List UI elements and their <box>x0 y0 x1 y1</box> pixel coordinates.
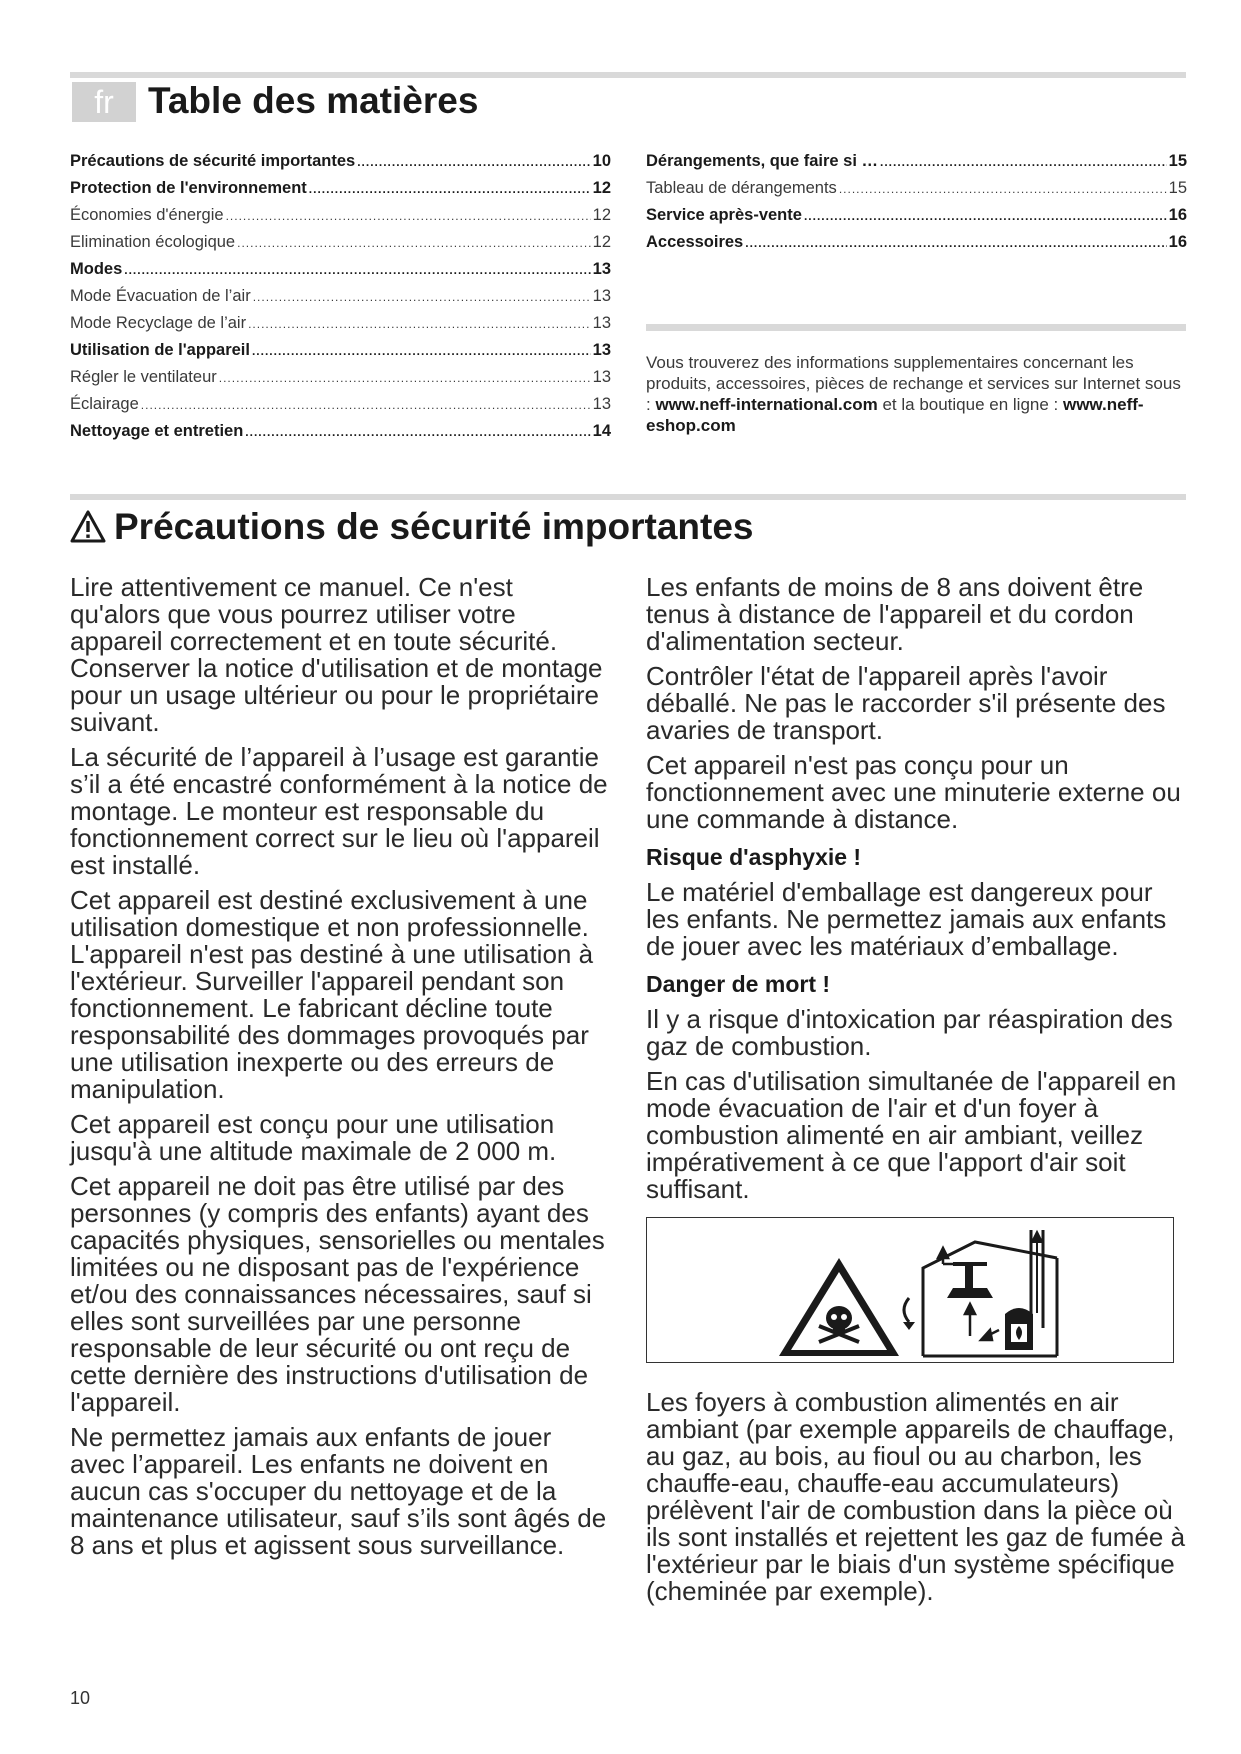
toc-leader-dots <box>248 317 591 331</box>
paragraph: Cet appareil est destiné exclusivement à une utilisation domestique et non professionnelle. L'appareil n'est pas destiné à une utilisation à l'extérieur. Surveiller l'appareil pendant son fonctionnement. Le fabricant décline toute responsabilité des dommages provoqués par une utilisation inexperte ou des erreurs de manipulation. <box>70 885 594 1104</box>
online-info <box>646 352 1186 436</box>
combustion-diagram <box>647 1218 1173 1362</box>
toc-entry-page: 12 <box>592 206 611 224</box>
toc-entry-title: Accessoires <box>646 233 744 251</box>
toxic-warning-triangle-icon <box>779 1258 899 1356</box>
left-text-column <box>70 574 610 1567</box>
paragraph: Les foyers à combustion alimentés en air ambiant (par exemple appareils de chauffage, au gaz, au bois, au fioul ou au charbon, les chauffe-eau, chauffe-eau accumulateurs) prélèvent l'air de combustion dans la pièce où ils sont installés et rejettent les gaz de fumée à l'extérieur par le biais d'un système spécifique (cheminée par exemple). <box>646 1387 1186 1606</box>
toc-leader-dots <box>745 236 1166 250</box>
toc-leader-dots <box>357 155 590 169</box>
toc-left-column <box>70 152 611 449</box>
paragraph: Cet appareil est conçu pour une utilisation jusqu'à une altitude maximale de 2 000 m. <box>70 1109 557 1166</box>
toc-entry[interactable] <box>70 395 611 422</box>
toc-leader-dots <box>309 182 591 196</box>
language-tag: fr <box>72 82 136 122</box>
hood-icon <box>947 1262 993 1298</box>
toc-entry-page: 14 <box>592 422 611 440</box>
toc-entry-title: Nettoyage et entretien <box>70 422 244 440</box>
toc-entry-title: Utilisation de l'appareil <box>70 341 250 359</box>
toc-entry[interactable] <box>70 341 611 368</box>
toc-entry[interactable] <box>70 287 611 314</box>
toc-entry[interactable] <box>70 233 611 260</box>
toc-entry[interactable] <box>70 368 611 395</box>
warning-triangle-icon <box>70 509 106 545</box>
toc-right-column <box>646 152 1187 260</box>
toc-entry-page: 16 <box>1168 206 1187 224</box>
paragraph: La sécurité de l’appareil à l’usage est garantie s’il a été encastré conformément à la notice de montage. Le monteur est responsable du fonctionnement correct sur le lieu où l'appareil est installé. <box>70 742 608 880</box>
paragraph: Contrôler l'état de l'appareil après l'avoir déballé. Ne pas le raccorder s'il présente des avaries de transport. <box>646 661 1166 745</box>
toc-entry[interactable] <box>70 152 611 179</box>
toc-entry-page: 13 <box>592 314 611 332</box>
paragraph: Le matériel d'emballage est dangereux pour les enfants. Ne permettez jamais aux enfants de jouer avec les matériaux d’emballage. <box>646 877 1167 961</box>
toc-leader-dots <box>252 344 591 358</box>
toc-entry[interactable] <box>70 314 611 341</box>
paragraph: Ne permettez jamais aux enfants de jouer avec l’appareil. Les enfants ne doivent en aucun cas s'occuper du nettoyage et de la maintenance utilisateur, sauf s’ils sont âgés de 8 ans et plus et agissent sous surveillance. <box>70 1422 607 1560</box>
toc-leader-dots <box>226 209 591 223</box>
toc-leader-dots <box>219 371 591 385</box>
asphyxia-heading: Risque d'asphyxie ! <box>646 844 862 870</box>
section-rule <box>70 494 1186 500</box>
paragraph: Les enfants de moins de 8 ans doivent être tenus à distance de l'appareil et du cordon d'alimentation secteur. <box>646 572 1144 656</box>
air-flow-arrow <box>904 1298 909 1322</box>
toc-entry[interactable] <box>70 260 611 287</box>
toc-entry-title: Mode Évacuation de l’air <box>70 287 251 305</box>
right-text-column <box>646 574 1186 1613</box>
toc-entry-title: Elimination écologique <box>70 233 236 251</box>
toc-entry-title: Éclairage <box>70 395 139 413</box>
toc-entry[interactable] <box>70 179 611 206</box>
toc-entry[interactable] <box>70 422 611 449</box>
toc-leader-dots <box>880 155 1167 169</box>
toc-entry-page: 15 <box>1168 152 1187 170</box>
toc-entry-title: Mode Recyclage de l’air <box>70 314 247 332</box>
info-rule <box>646 324 1186 331</box>
eshop-link[interactable]: www.neff-eshop.com <box>646 395 1144 435</box>
toc-entry-title: Service après-vente <box>646 206 802 224</box>
stove-intake-arrow <box>981 1330 999 1340</box>
danger-heading: Danger de mort ! <box>646 971 831 997</box>
section-title <box>70 502 753 552</box>
paragraph: Cet appareil ne doit pas être utilisé par des personnes (y compris des enfants) ayant des capacités physiques, sensorielles ou mentales limitées ou ne disposant pas de l'expérience et/ou des connaissances nécessaires, sauf si elles sont surveillées par une personne responsable de leur sécurité ou ont reçu de cette dernière des instructions d'utilisation de l'appareil. <box>70 1171 605 1417</box>
toc-entry-title: Dérangements, que faire si … <box>646 152 878 170</box>
toc-leader-dots <box>237 236 591 250</box>
info-text-1: Vous trouverez des informations supplementaires concernant les produits, accessoires, pièces de rechange et services sur Internet sous : <box>646 353 1181 414</box>
toc-leader-dots <box>253 290 591 304</box>
paragraph: Il y a risque d'intoxication par réaspiration des gaz de combustion. <box>646 1004 1173 1061</box>
toc-entry[interactable] <box>646 233 1187 260</box>
toc-entry-page: 12 <box>592 179 611 197</box>
toc-entry-page: 13 <box>592 341 611 359</box>
toc-entry-title: Régler le ventilateur <box>70 368 217 386</box>
international-link[interactable]: www.neff-international.com <box>655 395 878 414</box>
toc-entry[interactable] <box>70 206 611 233</box>
toc-entry-title: Précautions de sécurité importantes <box>70 152 356 170</box>
toc-title: Table des matières <box>148 80 479 121</box>
toc-entry[interactable] <box>646 206 1187 233</box>
toc-entry-page: 13 <box>592 368 611 386</box>
toc-entry-page: 12 <box>592 233 611 251</box>
toc-entry[interactable] <box>646 179 1187 206</box>
toc-entry-page: 16 <box>1168 233 1187 251</box>
toc-entry-page: 13 <box>592 395 611 413</box>
toc-entry-title: Économies d'énergie <box>70 206 224 224</box>
toc-entry[interactable] <box>646 152 1187 179</box>
page-number: 10 <box>70 1688 91 1708</box>
toc-entry-title: Protection de l'environnement <box>70 179 307 197</box>
toc-leader-dots <box>839 182 1167 196</box>
section-title-text: Précautions de sécurité importantes <box>114 506 754 547</box>
chimney-arrows <box>1032 1232 1042 1313</box>
info-text-2: et la boutique en ligne : <box>877 395 1063 414</box>
toc-entry-page: 10 <box>592 152 611 170</box>
toc-leader-dots <box>124 263 590 277</box>
air-intake-arrow <box>965 1304 975 1336</box>
paragraph: Lire attentivement ce manuel. Ce n'est qu'alors que vous pourrez utiliser votre appareil correctement et en toute sécurité. Conserver la notice d'utilisation et de montage pour un usage ultérieur ou pour le propriétaire suivant. <box>70 572 603 737</box>
combustion-warning-illustration <box>646 1217 1174 1363</box>
toc-leader-dots <box>141 398 591 412</box>
toc-entry-page: 15 <box>1168 179 1187 197</box>
toc-entry-title: Modes <box>70 260 123 278</box>
toc-entry-page: 13 <box>592 287 611 305</box>
paragraph: Cet appareil n'est pas conçu pour un fonctionnement avec une minuterie externe ou une commande à distance. <box>646 750 1181 834</box>
toc-leader-dots <box>804 209 1167 223</box>
toc-entry-title: Tableau de dérangements <box>646 179 837 197</box>
paragraph: En cas d'utilisation simultanée de l'appareil en mode évacuation de l'air et d'un foyer à combustion alimenté en air ambiant, veillez impérativement à ce que l'apport d'air soit suffisant. <box>646 1066 1177 1204</box>
toc-leader-dots <box>245 425 590 439</box>
toc-entry-page: 13 <box>592 260 611 278</box>
stove-icon <box>1005 1308 1033 1350</box>
